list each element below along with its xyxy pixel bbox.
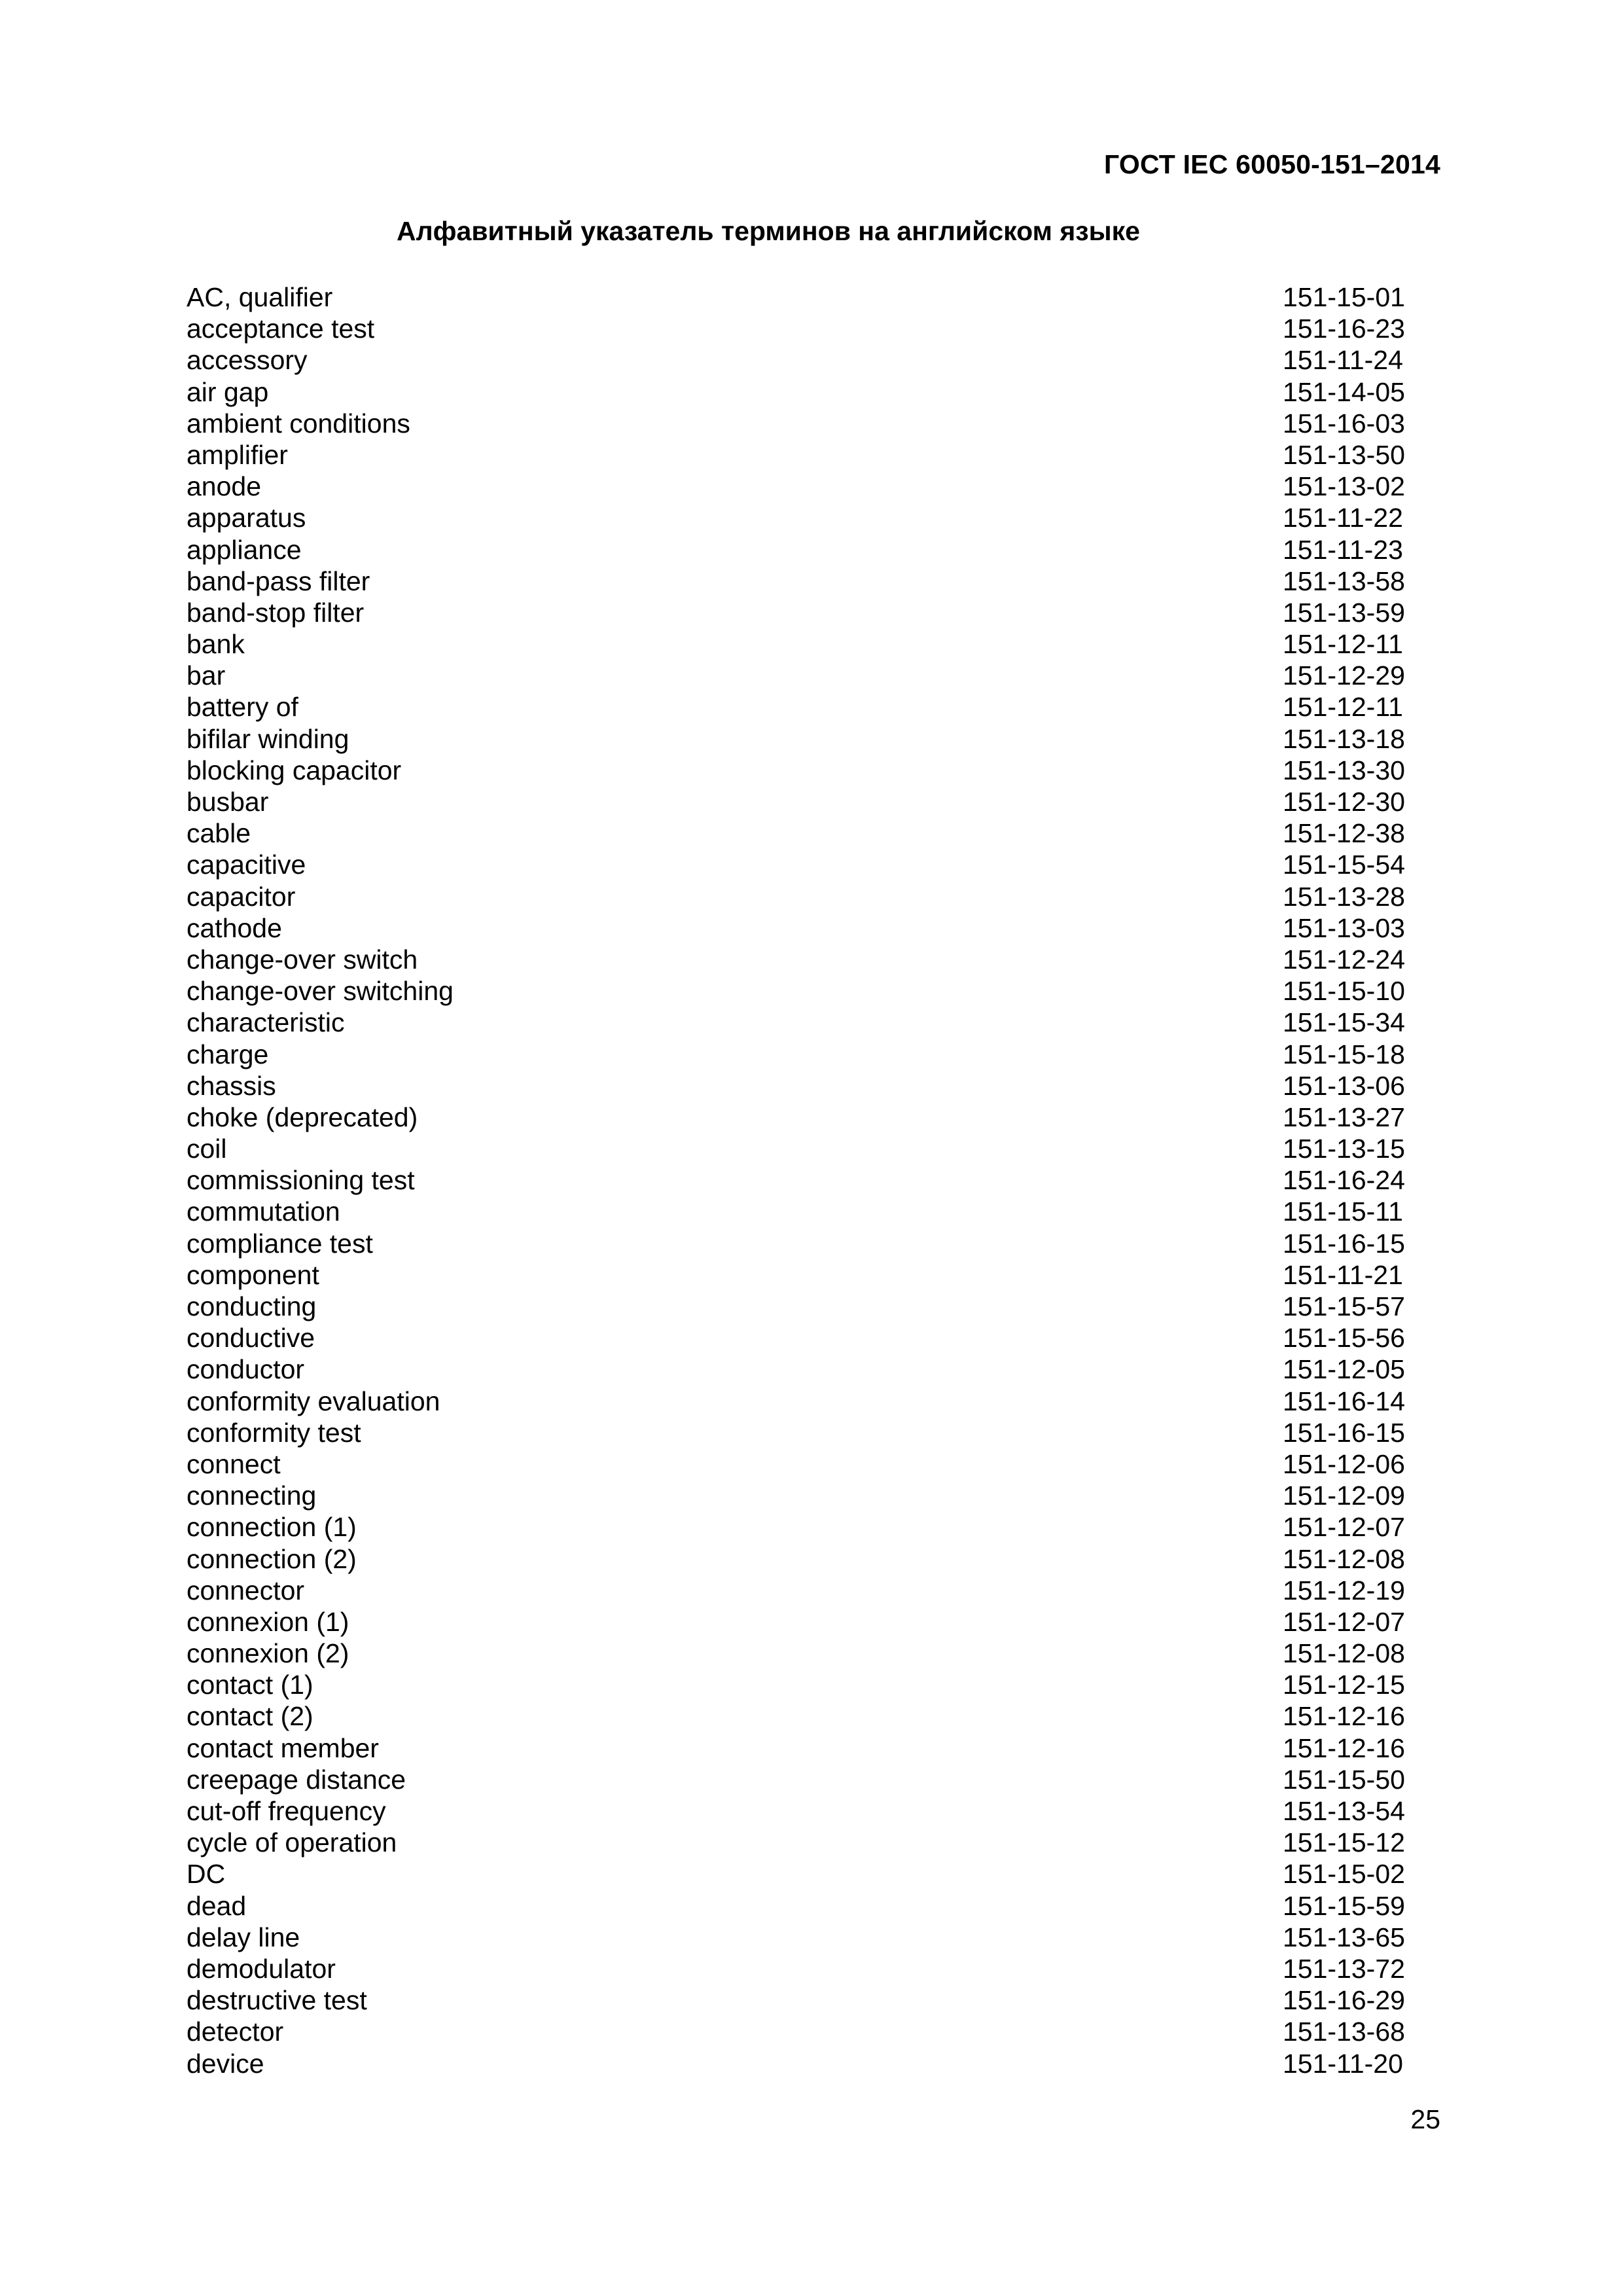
index-entry [187, 723, 1410, 755]
entry-reference: 151-16-29 [1283, 1985, 1405, 2016]
entry-term: dead [187, 1890, 247, 1921]
index-entry [187, 755, 1410, 786]
entry-term: cable [187, 818, 251, 849]
entry-term: connection (2) [187, 1543, 357, 1574]
entry-reference: 151-12-16 [1283, 1732, 1405, 1763]
entry-term: AC, qualifier [187, 282, 333, 312]
entry-reference: 151-15-18 [1283, 1039, 1405, 1069]
entry-reference: 151-15-02 [1283, 1859, 1405, 1890]
entry-reference: 151-12-06 [1283, 1448, 1405, 1479]
entry-reference: 151-11-24 [1283, 345, 1403, 376]
entry-reference: 151-13-65 [1283, 1922, 1405, 1952]
entry-term: destructive test [187, 1985, 367, 2016]
index-entry [187, 1386, 1410, 1417]
entry-reference: 151-16-23 [1283, 314, 1405, 344]
entry-term: blocking capacitor [187, 755, 402, 785]
index-entry [187, 1638, 1410, 1669]
entry-reference: 151-13-27 [1283, 1102, 1405, 1132]
entry-term: band-stop filter [187, 597, 365, 628]
index-entry [187, 1700, 1410, 1732]
entry-term: choke (deprecated) [187, 1102, 418, 1132]
entry-term: commissioning test [187, 1165, 415, 1196]
entry-term: anode [187, 471, 262, 502]
entry-reference: 151-13-59 [1283, 597, 1405, 628]
entry-term: cycle of operation [187, 1827, 397, 1858]
entry-term: compliance test [187, 1228, 373, 1259]
index-entry [187, 1417, 1410, 1448]
entry-term: charge [187, 1039, 269, 1069]
entry-reference: 151-12-29 [1283, 660, 1405, 691]
index-entry [187, 1007, 1410, 1038]
entry-reference: 151-13-50 [1283, 439, 1405, 470]
entry-reference: 151-12-05 [1283, 1354, 1405, 1385]
entry-term: conductor [187, 1354, 305, 1385]
index-entry [187, 628, 1410, 660]
index-entry [187, 1196, 1410, 1227]
document-code: ГОСТ IEC 60050-151–2014 [1103, 149, 1440, 179]
entry-reference: 151-16-03 [1283, 408, 1405, 439]
entry-reference: 151-11-20 [1283, 2048, 1403, 2079]
entry-term: characteristic [187, 1007, 345, 1038]
index-entry [187, 1795, 1410, 1827]
entry-reference: 151-15-34 [1283, 1007, 1405, 1038]
index-entry [187, 1480, 1410, 1511]
index-entry [187, 944, 1410, 975]
entry-reference: 151-13-28 [1283, 881, 1405, 912]
entry-reference: 151-12-11 [1283, 629, 1403, 660]
index-entry [187, 313, 1410, 344]
index-entry [187, 817, 1410, 849]
entry-term: connexion (1) [187, 1606, 349, 1637]
entry-reference: 151-15-59 [1283, 1890, 1405, 1921]
index-entry [187, 1164, 1410, 1196]
entry-term: bank [187, 629, 245, 660]
entry-reference: 151-15-01 [1283, 282, 1405, 312]
entry-term: bar [187, 660, 226, 691]
index-entry [187, 1511, 1410, 1543]
entry-reference: 151-12-09 [1283, 1480, 1405, 1511]
entry-reference: 151-13-68 [1283, 2017, 1405, 2047]
entry-term: bifilar winding [187, 723, 349, 754]
entry-term: ambient conditions [187, 408, 410, 439]
index-entry [187, 1764, 1410, 1795]
entry-term: cut-off frequency [187, 1796, 386, 1826]
index-entry [187, 1858, 1410, 1890]
entry-term: capacitor [187, 881, 296, 912]
index-entry [187, 1228, 1410, 1259]
entry-term: demodulator [187, 1953, 336, 1984]
entry-reference: 151-15-56 [1283, 1323, 1405, 1354]
entry-reference: 151-12-16 [1283, 1701, 1405, 1732]
entry-reference: 151-15-11 [1283, 1196, 1403, 1227]
entry-term: air gap [187, 376, 269, 407]
index-entry [187, 408, 1410, 439]
index-entry [187, 1984, 1410, 2016]
entry-term: contact (2) [187, 1701, 313, 1732]
entry-reference: 151-16-24 [1283, 1165, 1405, 1196]
index-entry [187, 344, 1410, 376]
index-entry [187, 534, 1410, 565]
index-entry [187, 1669, 1410, 1700]
entry-reference: 151-13-30 [1283, 755, 1405, 785]
index-entry [187, 1354, 1410, 1385]
index-entry [187, 597, 1410, 628]
entry-term: conductive [187, 1323, 315, 1354]
index-entry [187, 1259, 1410, 1291]
entry-term: cathode [187, 912, 282, 943]
entry-reference: 151-16-15 [1283, 1417, 1405, 1448]
entry-term: device [187, 2048, 264, 2079]
entry-reference: 151-16-15 [1283, 1228, 1405, 1259]
entry-term: coil [187, 1134, 227, 1164]
entry-reference: 151-13-18 [1283, 723, 1405, 754]
entry-reference: 151-15-50 [1283, 1764, 1405, 1795]
index-entry [187, 1102, 1410, 1133]
index-entry [187, 691, 1410, 723]
index-entry [187, 912, 1410, 944]
index-entry [187, 1070, 1410, 1102]
entry-term: conducting [187, 1291, 317, 1321]
entry-reference: 151-12-07 [1283, 1606, 1405, 1637]
index-entry [187, 849, 1410, 880]
index-entry [187, 1322, 1410, 1354]
entry-term: connection (1) [187, 1512, 357, 1543]
index-entry [187, 786, 1410, 817]
index-entry [187, 1732, 1410, 1764]
entry-term: busbar [187, 787, 269, 817]
entry-reference: 151-11-21 [1283, 1259, 1403, 1290]
index-entry [187, 1953, 1410, 1984]
entry-term: DC [187, 1859, 226, 1890]
entry-reference: 151-13-02 [1283, 471, 1405, 502]
entry-term: commutation [187, 1196, 340, 1227]
index-entry [187, 1543, 1410, 1575]
entry-reference: 151-15-10 [1283, 976, 1405, 1007]
entry-reference: 151-15-57 [1283, 1291, 1405, 1321]
index-entry [187, 1606, 1410, 1638]
page-number: 25 [1410, 2104, 1440, 2134]
entry-reference: 151-16-14 [1283, 1386, 1405, 1416]
entry-term: connector [187, 1575, 305, 1605]
index-entry [187, 471, 1410, 502]
entry-term: appliance [187, 534, 302, 565]
entry-term: delay line [187, 1922, 300, 1952]
entry-reference: 151-12-38 [1283, 818, 1405, 849]
entry-reference: 151-11-22 [1283, 503, 1403, 533]
entry-reference: 151-13-03 [1283, 912, 1405, 943]
index-entry [187, 1291, 1410, 1322]
index-title: Алфавитный указатель терминов на английском языке [397, 216, 1140, 246]
entry-term: change-over switching [187, 976, 454, 1007]
entry-reference: 151-12-08 [1283, 1543, 1405, 1574]
entry-reference: 151-13-15 [1283, 1134, 1405, 1164]
entry-reference: 151-13-54 [1283, 1796, 1405, 1826]
index-entry [187, 2048, 1410, 2079]
entry-term: connexion (2) [187, 1638, 349, 1669]
entry-term: acceptance test [187, 314, 375, 344]
entry-term: conformity evaluation [187, 1386, 440, 1416]
index-entry [187, 565, 1410, 597]
entry-term: amplifier [187, 439, 288, 470]
index-entry [187, 2016, 1410, 2047]
index-entry [187, 1827, 1410, 1858]
entry-reference: 151-12-07 [1283, 1512, 1405, 1543]
index-entry [187, 975, 1410, 1007]
entry-term: battery of [187, 692, 298, 723]
entry-reference: 151-15-12 [1283, 1827, 1405, 1858]
entry-term: detector [187, 2017, 284, 2047]
index-entry [187, 1133, 1410, 1164]
entry-reference: 151-12-19 [1283, 1575, 1405, 1605]
index-entry [187, 1890, 1410, 1922]
entry-reference: 151-13-58 [1283, 565, 1405, 596]
entry-term: creepage distance [187, 1764, 406, 1795]
entry-reference: 151-12-11 [1283, 692, 1403, 723]
term-index-list [187, 281, 1410, 2079]
entry-term: conformity test [187, 1417, 361, 1448]
index-entry [187, 881, 1410, 912]
entry-term: connect [187, 1448, 281, 1479]
entry-term: accessory [187, 345, 308, 376]
index-entry [187, 502, 1410, 533]
entry-reference: 151-14-05 [1283, 376, 1405, 407]
index-entry [187, 281, 1410, 313]
entry-reference: 151-12-24 [1283, 944, 1405, 975]
index-entry [187, 660, 1410, 691]
index-entry [187, 1039, 1410, 1070]
index-entry [187, 439, 1410, 471]
entry-term: apparatus [187, 503, 306, 533]
entry-reference: 151-12-15 [1283, 1670, 1405, 1700]
index-entry [187, 1575, 1410, 1606]
index-entry [187, 1448, 1410, 1480]
entry-term: contact (1) [187, 1670, 313, 1700]
entry-term: change-over switch [187, 944, 418, 975]
entry-term: capacitive [187, 850, 306, 880]
entry-term: chassis [187, 1070, 276, 1101]
entry-term: contact member [187, 1732, 379, 1763]
index-entry [187, 376, 1410, 408]
entry-reference: 151-15-54 [1283, 850, 1405, 880]
entry-reference: 151-11-23 [1283, 534, 1403, 565]
entry-reference: 151-12-30 [1283, 787, 1405, 817]
entry-reference: 151-13-72 [1283, 1953, 1405, 1984]
entry-term: component [187, 1259, 319, 1290]
entry-reference: 151-13-06 [1283, 1070, 1405, 1101]
entry-reference: 151-12-08 [1283, 1638, 1405, 1669]
entry-term: connecting [187, 1480, 317, 1511]
entry-term: band-pass filter [187, 565, 370, 596]
index-entry [187, 1922, 1410, 1953]
